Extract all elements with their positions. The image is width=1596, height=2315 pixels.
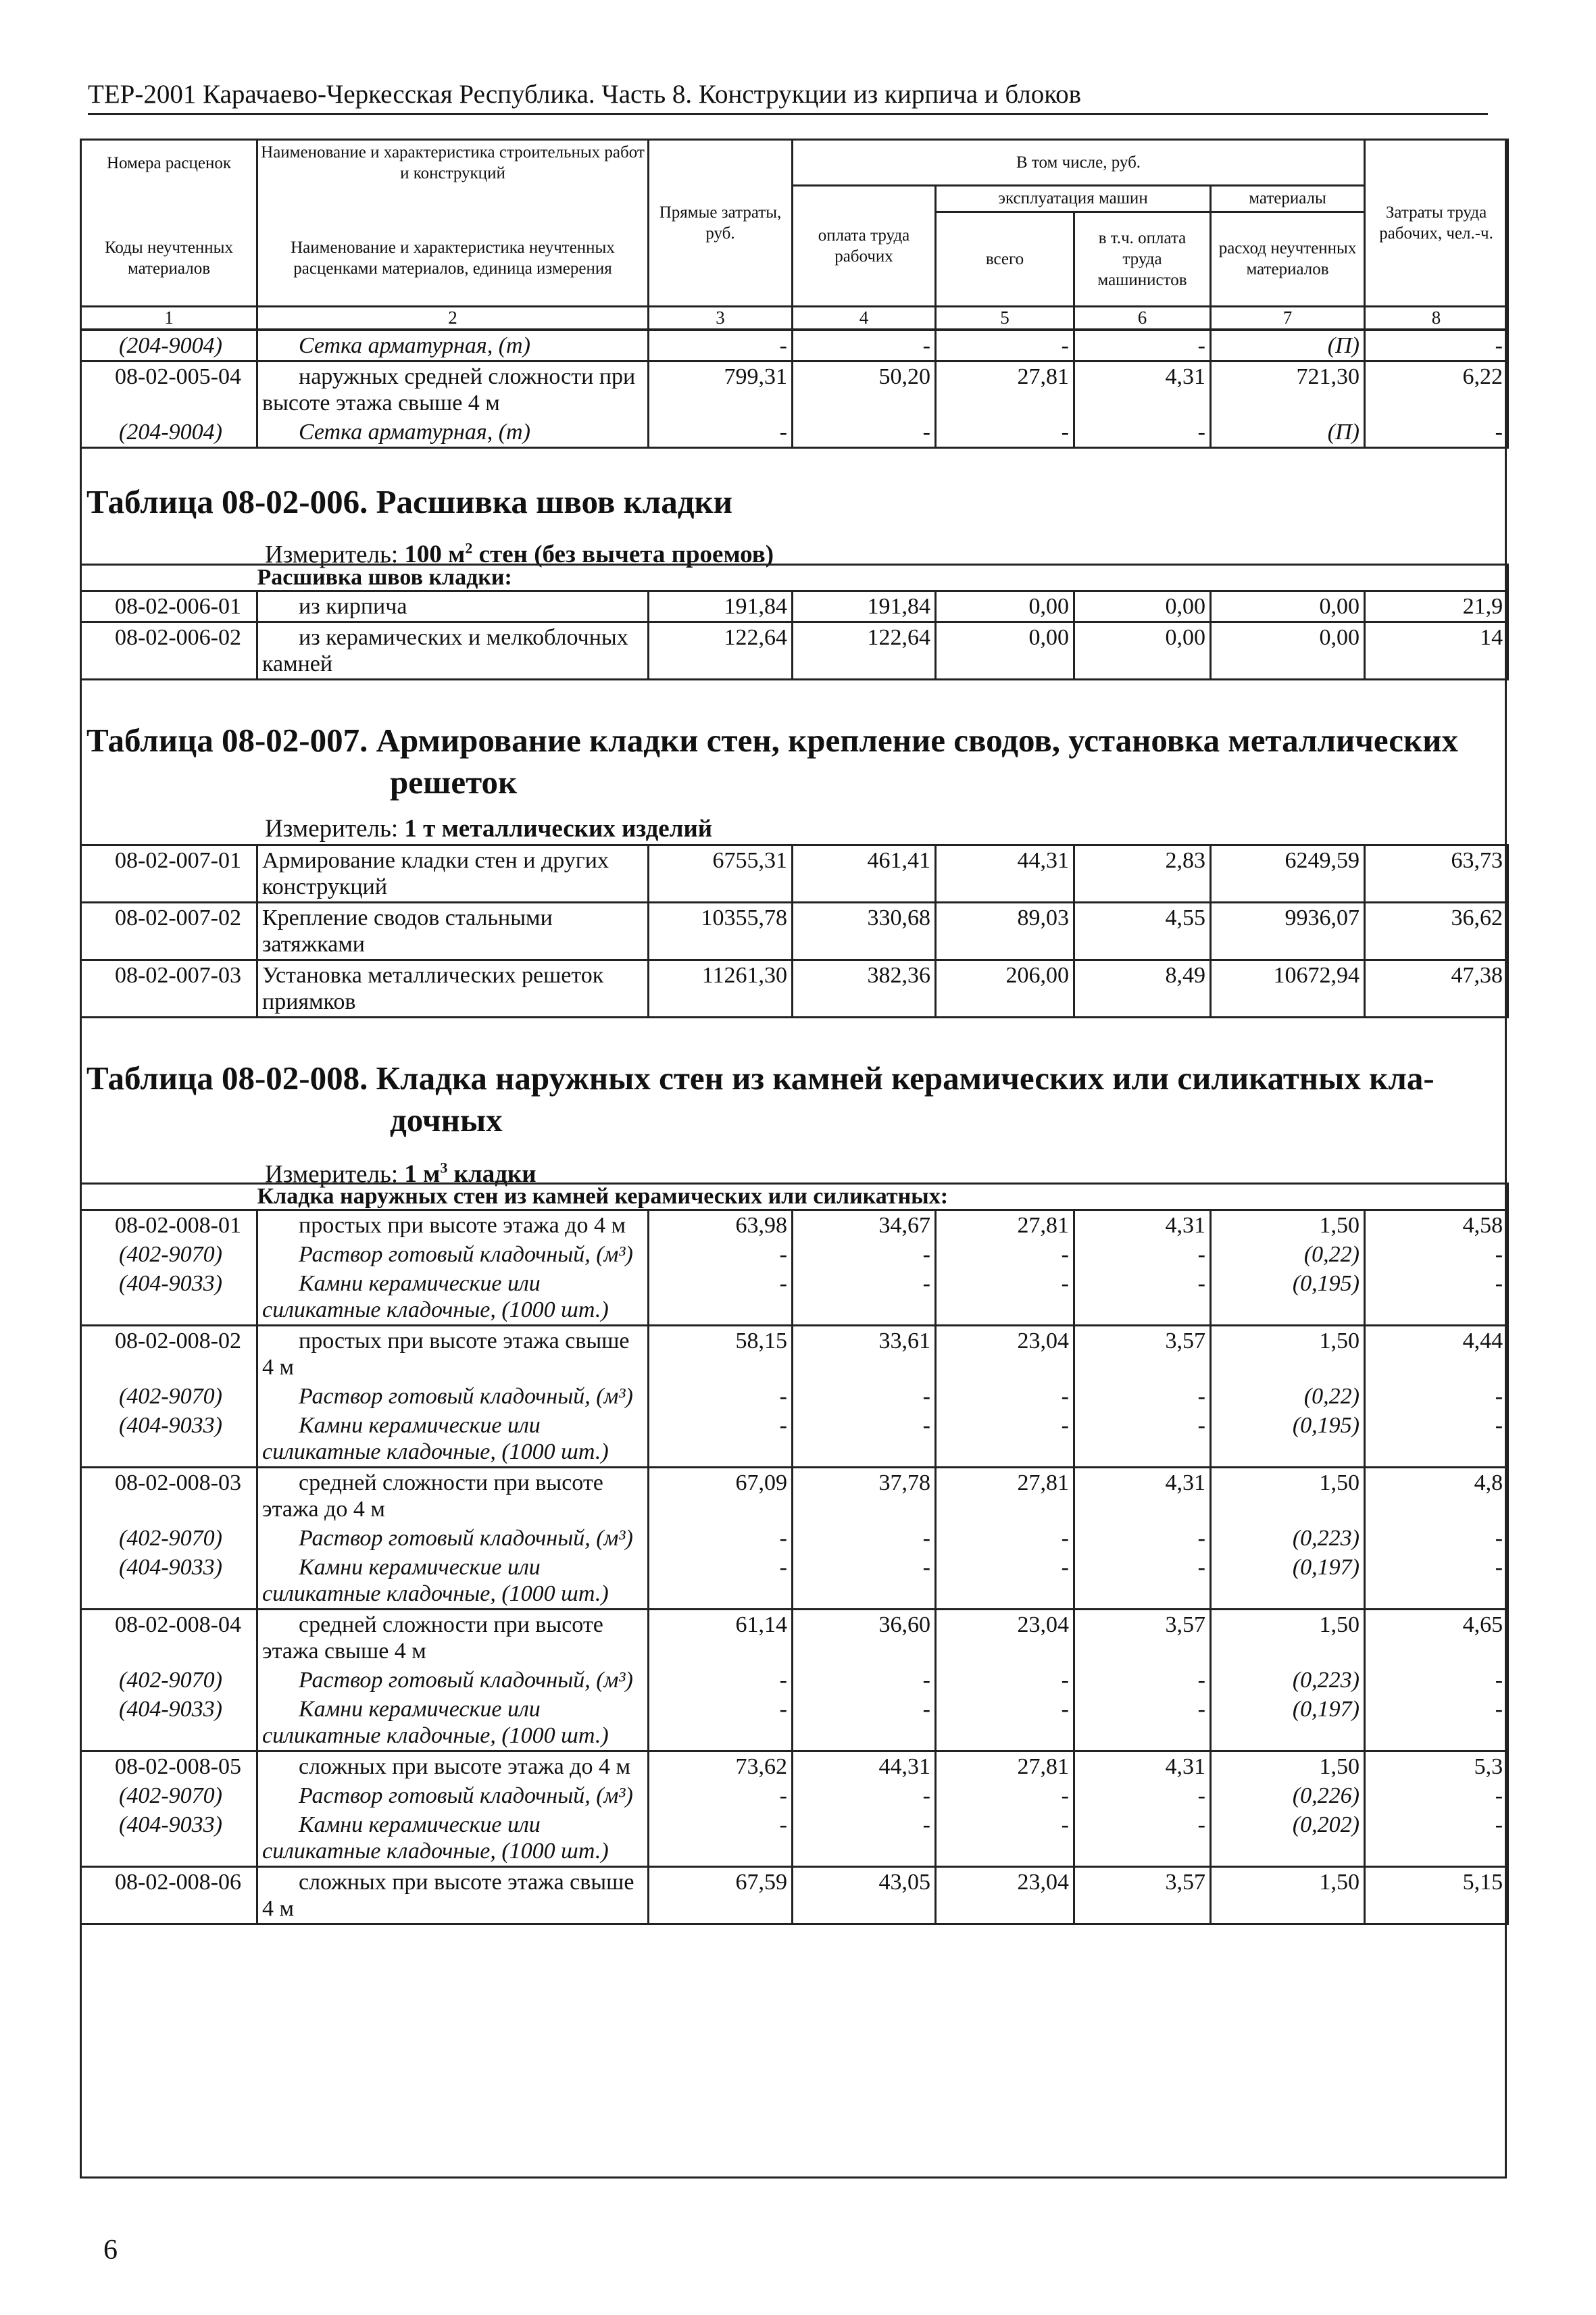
material-code: (402-9070) — [81, 1382, 257, 1411]
header-materials: материалы — [1211, 185, 1365, 211]
column-number: 4 — [793, 306, 936, 329]
work-name: наружных средней сложности при высоте этажа свыше 4 м — [257, 362, 649, 418]
material-row: (402-9070) Раствор готовый кладочный, (м³) - - - - (0,223) - — [81, 1524, 1508, 1553]
column-number: 7 — [1211, 306, 1365, 329]
material-name: Камни керамические или силикатные кладочные, (1000 шт.) — [257, 1553, 649, 1610]
rate-code: 08-02-008-03 — [81, 1468, 257, 1524]
header-labor-costs: Затраты труда рабочих, чел.-ч. — [1365, 140, 1508, 307]
material-row: (402-9070) Раствор готовый кладочный, (м³) - - - - (0,226) - — [81, 1781, 1508, 1810]
rate-code: 08-02-007-02 — [81, 903, 257, 960]
table-row: 08-02-008-03 средней сложности при высоте этажа до 4 м 67,09 37,78 27,81 4,31 1,50 4,8 — [81, 1468, 1508, 1524]
rate-code: 08-02-008-02 — [81, 1326, 257, 1383]
work-name: из кирпича — [257, 591, 649, 622]
column-number: 3 — [649, 306, 793, 329]
table-row: (204-9004) Сетка арматурная, (т) - - - - (П) - — [81, 418, 1508, 448]
page-number: 6 — [103, 2235, 118, 2266]
material-code: (404-9033) — [81, 1553, 257, 1610]
table-08-02-007-title: Таблица 08-02-007. Армирование кладки стен, крепление сводов, установка металлических решеток — [86, 722, 1458, 801]
material-row: (404-9033) Камни керамические или силикатные кладочные, (1000 шт.) - - - - (0,197) - — [81, 1553, 1508, 1610]
header-machine-operation: эксплуатация машин — [936, 185, 1211, 211]
rate-code: 08-02-008-05 — [81, 1751, 257, 1782]
table-08-02-006 — [80, 564, 1509, 680]
table-row: 08-02-007-01 Армирование кладки стен и других конструкций 6755,31 461,41 44,31 2,83 6249,59 63,73 — [81, 845, 1508, 903]
material-name: Камни керамические или силикатные кладочные, (1000 шт.) — [257, 1411, 649, 1468]
column-number: 1 — [81, 306, 257, 329]
material-name: Камни керамические или силикатные кладочные, (1000 шт.) — [257, 1810, 649, 1867]
header-machines-total: всего — [936, 211, 1074, 306]
material-name: Раствор готовый кладочный, (м³) — [257, 1781, 649, 1810]
measure-line: Измеритель: 100 $м^2$ стен (без вычета проемов) — [265, 540, 774, 569]
group-title: Кладка наружных стен из камней керамических или силикатных: — [257, 1184, 1508, 1210]
material-row: (404-9033) Камни керамические или силикатные кладочные, (1000 шт.) - - - - (0,195) - — [81, 1269, 1508, 1326]
table-row: 08-02-008-05 сложных при высоте этажа до 4 м 73,62 44,31 27,81 4,31 1,50 5,3 — [81, 1751, 1508, 1782]
material-row: (404-9033) Камни керамические или силикатные кладочные, (1000 шт.) - - - - (0,197) - — [81, 1695, 1508, 1751]
material-code: (402-9070) — [81, 1524, 257, 1553]
material-row: (404-9033) Камни керамические или силикатные кладочные, (1000 шт.) - - - - (0,202) - — [81, 1810, 1508, 1867]
material-name: Раствор готовый кладочный, (м³) — [257, 1666, 649, 1695]
rate-code: 08-02-007-01 — [81, 845, 257, 903]
table-row: 08-02-006-02 из керамических и мелкоблочных камней 122,64 122,64 0,00 0,00 0,00 14 — [81, 622, 1508, 680]
header-worker-pay: оплата труда рабочих — [793, 185, 936, 306]
table-row: 08-02-008-01 простых при высоте этажа до 4 м 63,98 34,67 27,81 4,31 1,50 4,58 — [81, 1210, 1508, 1241]
material-name: Раствор готовый кладочный, (м³) — [257, 1240, 649, 1269]
work-name: простых при высоте этажа свыше 4 м — [257, 1326, 649, 1383]
table-row: 08-02-008-02 простых при высоте этажа свыше 4 м 58,15 33,61 23,04 3,57 1,50 4,44 — [81, 1326, 1508, 1383]
material-name: Раствор готовый кладочный, (м³) — [257, 1524, 649, 1553]
table-row: (204-9004) Сетка арматурная, (т) - - - - (П) - — [81, 330, 1508, 362]
material-code: (404-9033) — [81, 1269, 257, 1326]
material-code: (204-9004) — [81, 330, 257, 362]
material-code: (404-9033) — [81, 1810, 257, 1867]
header-rate-numbers: Номера расценок — [81, 140, 257, 186]
measure-line: Измеритель: 1 $м^3$ кладки — [265, 1160, 537, 1189]
material-code: (404-9033) — [81, 1695, 257, 1751]
material-code: (402-9070) — [81, 1666, 257, 1695]
group-title: Расшивка швов кладки: — [257, 565, 1508, 591]
material-row: (402-9070) Раствор готовый кладочный, (м³) - - - - (0,223) - — [81, 1666, 1508, 1695]
group-row — [81, 1184, 1508, 1210]
rate-code: 08-02-006-01 — [81, 591, 257, 622]
material-name: Сетка арматурная, (т) — [257, 330, 649, 362]
work-name: средней сложности при высоте этажа до 4 м — [257, 1468, 649, 1524]
rate-code: 08-02-006-02 — [81, 622, 257, 680]
header-work-name: Наименование и характеристика строительных работ и конструкций — [257, 140, 649, 186]
rate-code: 08-02-008-06 — [81, 1867, 257, 1924]
column-number: 2 — [257, 306, 649, 329]
rate-code: 08-02-008-04 — [81, 1610, 257, 1666]
header-including: В том числе, руб. — [793, 140, 1365, 186]
material-code: (204-9004) — [81, 418, 257, 448]
header-material-codes: Коды неучтенных материалов — [81, 211, 257, 306]
material-row: (402-9070) Раствор готовый кладочный, (м³) - - - - (0,22) - — [81, 1240, 1508, 1269]
table-row: 08-02-007-03 Установка металлических решеток приямков 11261,30 382,36 206,00 8,49 10672,94 47,38 — [81, 960, 1508, 1018]
header-machinist-pay: в т.ч. оплата труда машинистов — [1074, 211, 1211, 306]
rate-code: 08-02-005-04 — [81, 362, 257, 418]
table-row: 08-02-008-06 сложных при высоте этажа свыше 4 м 67,59 43,05 23,04 3,57 1,50 5,15 — [81, 1867, 1508, 1924]
column-number: 6 — [1074, 306, 1211, 329]
column-header-table — [80, 139, 1509, 330]
running-header: ТЕР-2001 Карачаево-Черкесская Республика. Часть 8. Конструкции из кирпича и блоков — [88, 79, 1488, 115]
table-row: 08-02-008-04 средней сложности при высоте этажа свыше 4 м 61,14 36,60 23,04 3,57 1,50 4,65 — [81, 1610, 1508, 1666]
table-row: 08-02-006-01 из кирпича 191,84 191,84 0,00 0,00 0,00 21,9 — [81, 591, 1508, 622]
material-name: Сетка арматурная, (т) — [257, 418, 649, 448]
table-08-02-007 — [80, 844, 1509, 1018]
work-name: Установка металлических решеток приямков — [257, 960, 649, 1018]
table-row: 08-02-005-04 наружных средней сложности при высоте этажа свыше 4 м 799,31 50,20 27,81 4,31 721,30 6,22 — [81, 362, 1508, 418]
rate-code: 08-02-008-01 — [81, 1210, 257, 1241]
table-row: 08-02-007-02 Крепление сводов стальными затяжками 10355,78 330,68 89,03 4,55 9936,07 36,62 — [81, 903, 1508, 960]
table-08-02-005-continuation — [80, 329, 1509, 449]
work-name: из керамических и мелкоблочных камней — [257, 622, 649, 680]
rate-code: 08-02-007-03 — [81, 960, 257, 1018]
table-08-02-008-title: Таблица 08-02-008. Кладка наружных стен из камней керамических или силикатных кла- дочных — [86, 1060, 1435, 1139]
group-row — [81, 565, 1508, 591]
work-name: Армирование кладки стен и других конструкций — [257, 845, 649, 903]
table-08-02-008 — [80, 1183, 1509, 1925]
material-code: (402-9070) — [81, 1240, 257, 1269]
table-08-02-006-title: Таблица 08-02-006. Расшивка швов кладки — [86, 483, 733, 520]
header-materials-use: расход неучтенных материалов — [1211, 211, 1365, 306]
material-row: (402-9070) Раствор готовый кладочный, (м³) - - - - (0,22) - — [81, 1382, 1508, 1411]
work-name: сложных при высоте этажа до 4 м — [257, 1751, 649, 1782]
header-material-names: Наименование и характеристика неучтенных расценками материалов, единица измерения — [257, 211, 649, 306]
work-name: сложных при высоте этажа свыше 4 м — [257, 1867, 649, 1924]
work-name: простых при высоте этажа до 4 м — [257, 1210, 649, 1241]
material-code: (404-9033) — [81, 1411, 257, 1468]
material-row: (404-9033) Камни керамические или силикатные кладочные, (1000 шт.) - - - - (0,195) - — [81, 1411, 1508, 1468]
material-code: (402-9070) — [81, 1781, 257, 1810]
header-direct-costs: Прямые затраты, руб. — [649, 140, 793, 307]
measure-line: Измеритель: 1 т металлических изделий — [265, 815, 713, 843]
work-name: средней сложности при высоте этажа свыше 4 м — [257, 1610, 649, 1666]
material-name: Раствор готовый кладочный, (м³) — [257, 1382, 649, 1411]
work-name: Крепление сводов стальными затяжками — [257, 903, 649, 960]
column-number: 8 — [1365, 306, 1508, 329]
material-name: Камни керамические или силикатные кладочные, (1000 шт.) — [257, 1269, 649, 1326]
column-number: 5 — [936, 306, 1074, 329]
material-name: Камни керамические или силикатные кладочные, (1000 шт.) — [257, 1695, 649, 1751]
